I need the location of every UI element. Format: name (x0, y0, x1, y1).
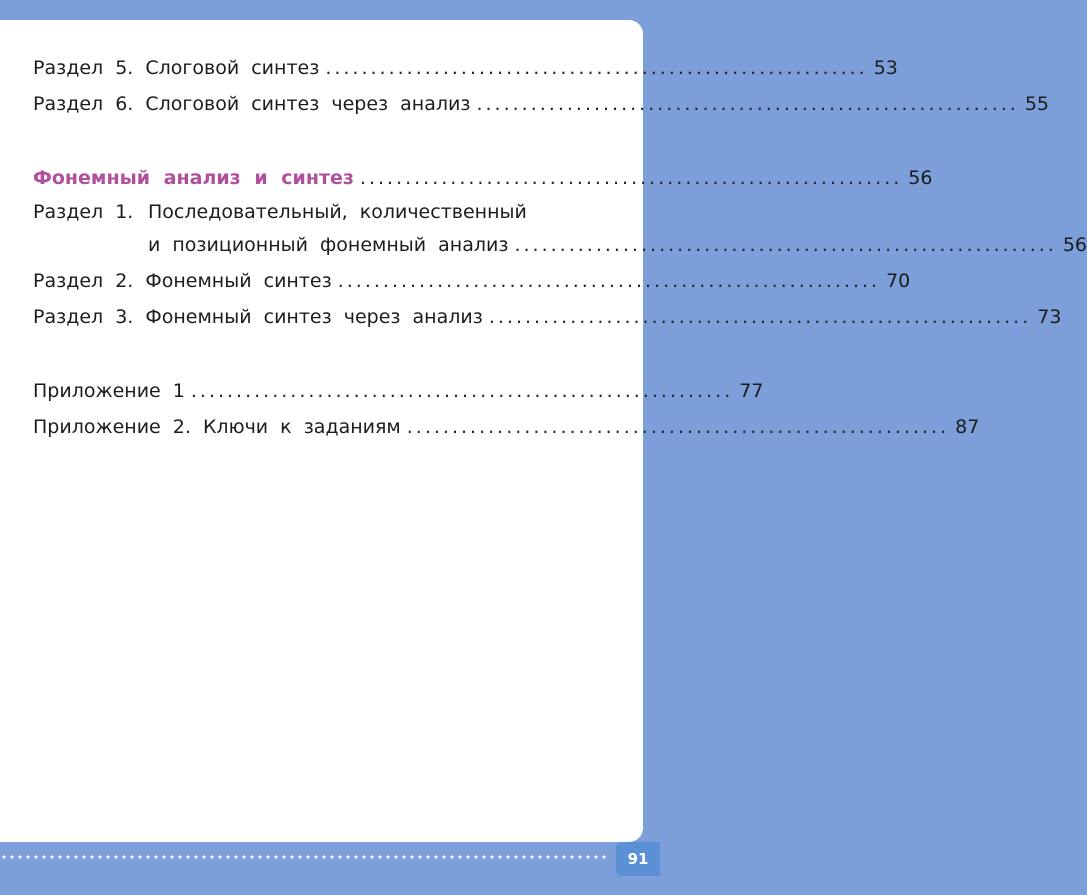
toc-leader-dots: ............................................................ (476, 93, 1019, 115)
toc-entry-label: Раздел 5. Слоговой синтез (33, 57, 320, 79)
toc-entry-page: 56 (1062, 234, 1087, 256)
table-of-contents (0, 20, 1087, 842)
toc-entry-label: Раздел 2. Фонемный синтез (33, 270, 332, 292)
toc-entry-page: 70 (886, 270, 911, 292)
toc-entry-label: Приложение 2. Ключи к заданиям (33, 416, 401, 438)
toc-entry (33, 413, 980, 441)
toc-entry-page: 56 (908, 167, 933, 189)
toc-entry-page: 77 (739, 380, 764, 402)
toc-entry-label: Раздел 3. Фонемный синтез через анализ (33, 306, 483, 328)
toc-leader-dots: ............................................................ (337, 270, 881, 292)
toc-entry (33, 267, 911, 295)
page-number: 91 (627, 850, 649, 868)
toc-entry-label-continued: и позиционный фонемный анализ (148, 234, 509, 256)
toc-entry-page: 87 (955, 416, 980, 438)
toc-entry-page: 53 (873, 57, 898, 79)
toc-entry (33, 377, 764, 405)
footer-dotted-rule (0, 854, 610, 860)
toc-section-label: Фонемный анализ и синтез (33, 167, 354, 189)
toc-leader-dots: ............................................................ (406, 416, 950, 438)
toc-leader-dots: ............................................................ (325, 57, 868, 79)
toc-entry-page: 73 (1037, 306, 1062, 328)
toc-entry (33, 303, 1062, 331)
toc-entry-label: Приложение 1 (33, 380, 185, 402)
toc-leader-dots: ............................................................ (514, 234, 1057, 256)
page-sheet (0, 20, 1087, 842)
toc-leader-dots: ............................................................ (190, 380, 734, 402)
toc-entry-first-line (33, 198, 527, 226)
toc-entry (148, 231, 1087, 259)
toc-entry-label: Раздел 6. Слоговой синтез через анализ (33, 93, 471, 115)
toc-section-heading (33, 164, 933, 192)
toc-entry (33, 54, 898, 82)
toc-entry-page: 55 (1024, 93, 1050, 115)
toc-leader-dots: ............................................................ (359, 167, 903, 189)
toc-entry-number: Раздел 1. (33, 201, 134, 223)
toc-entry-label: Последовательный, количественный (148, 201, 527, 223)
toc-entry (33, 90, 1050, 118)
toc-leader-dots: ............................................................ (488, 306, 1032, 328)
page-number-badge (616, 842, 660, 876)
